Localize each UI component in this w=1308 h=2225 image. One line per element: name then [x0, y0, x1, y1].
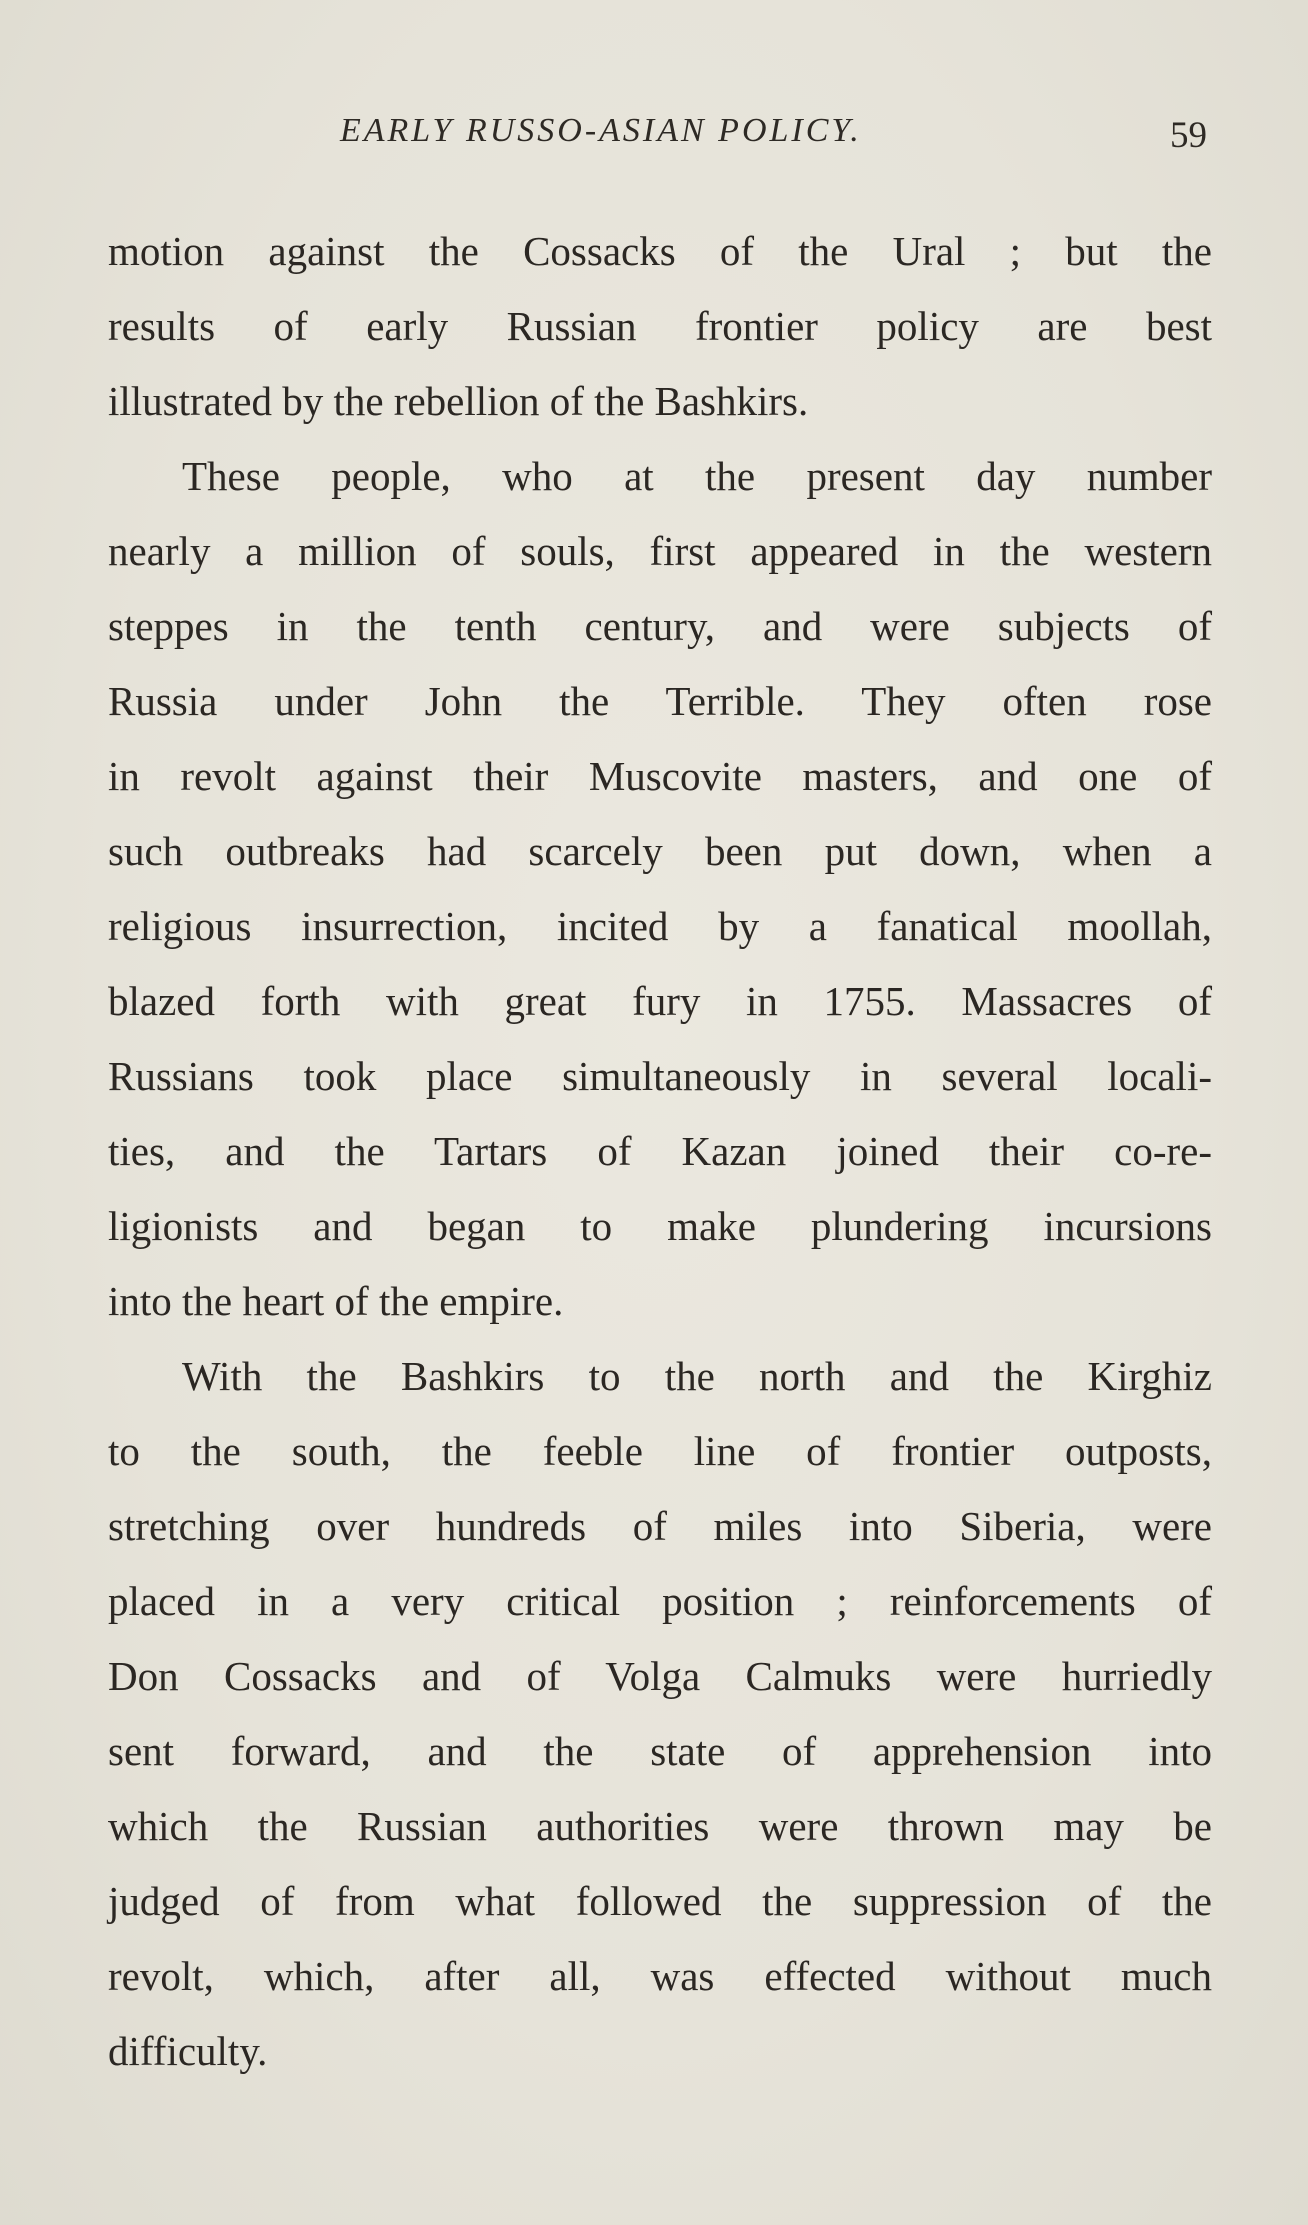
- text-line: Don Cossacks and of Volga Calmuks were hurriedly: [108, 1653, 1212, 1699]
- text-line: placed in a very critical position ; reinforcements of: [108, 1578, 1212, 1624]
- text-line: ties, and the Tartars of Kazan joined their co-re-: [108, 1128, 1212, 1174]
- text-line: Russians took place simultaneously in several locali-: [108, 1053, 1212, 1099]
- text-line: motion against the Cossacks of the Ural ; but the: [108, 228, 1212, 274]
- text-line: results of early Russian frontier policy are best: [108, 303, 1212, 349]
- text-line: to the south, the feeble line of frontier outposts,: [108, 1428, 1212, 1474]
- running-title: EARLY RUSSO-ASIAN POLICY.: [340, 112, 862, 149]
- text-line: steppes in the tenth century, and were subjects of: [108, 603, 1212, 649]
- text-line: revolt, which, after all, was effected without much: [108, 1953, 1212, 1999]
- text-line: into the heart of the empire.: [108, 1278, 564, 1324]
- text-line: such outbreaks had scarcely been put down, when a: [108, 828, 1212, 874]
- page-number: 59: [1170, 115, 1207, 156]
- text-line: blazed forth with great fury in 1755. Massacres of: [108, 978, 1212, 1024]
- text-line: stretching over hundreds of miles into Siberia, were: [108, 1503, 1212, 1549]
- running-head: [0, 112, 1308, 172]
- body-text: [108, 214, 1212, 2089]
- text-line: With the Bashkirs to the north and the Kirghiz: [182, 1353, 1212, 1399]
- text-line: illustrated by the rebellion of the Bashkirs.: [108, 378, 809, 424]
- text-line: nearly a million of souls, first appeared in the western: [108, 528, 1212, 574]
- text-line: judged of from what followed the suppression of the: [108, 1878, 1212, 1924]
- text-line: difficulty.: [108, 2028, 268, 2074]
- text-line: These people, who at the present day number: [182, 453, 1212, 499]
- text-line: ligionists and began to make plundering incursions: [108, 1203, 1212, 1249]
- text-line: sent forward, and the state of apprehension into: [108, 1728, 1212, 1774]
- text-line: religious insurrection, incited by a fanatical moollah,: [108, 903, 1212, 949]
- text-line: in revolt against their Muscovite masters, and one of: [108, 753, 1212, 799]
- text-line: Russia under John the Terrible. They often rose: [108, 678, 1212, 724]
- text-line: which the Russian authorities were thrown may be: [108, 1803, 1212, 1849]
